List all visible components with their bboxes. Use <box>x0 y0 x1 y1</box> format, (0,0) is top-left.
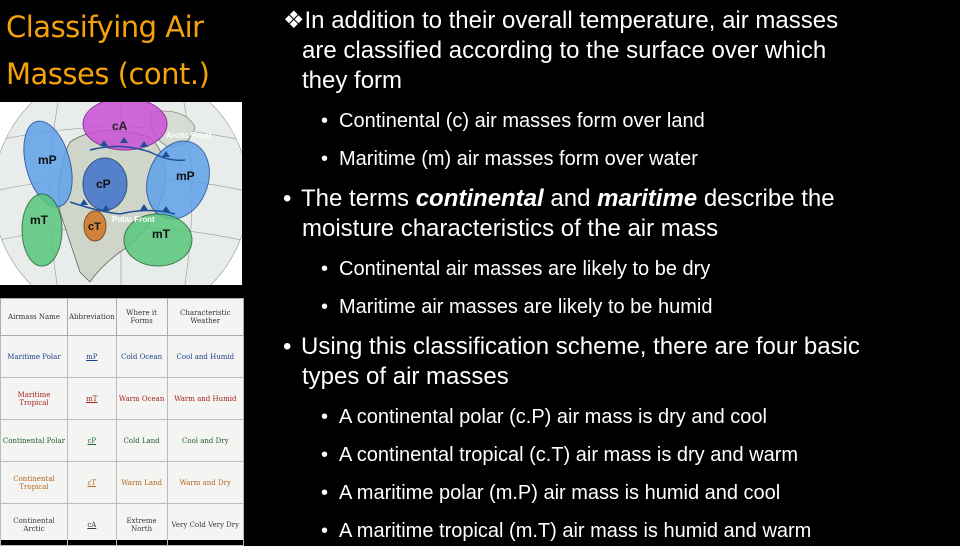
label-cT: cT <box>88 221 101 233</box>
bullet-text-continuation: types of air masses <box>302 363 509 390</box>
table-cell: Warm Ocean <box>116 378 167 420</box>
table-cell: Continental Arctic <box>1 504 68 546</box>
dot-bullet-icon: • <box>283 333 292 360</box>
emphasis-continental: continental <box>415 185 544 212</box>
dot-bullet-icon: • <box>321 406 329 428</box>
table-cell: mT <box>67 378 116 420</box>
dot-bullet-icon: • <box>321 296 329 318</box>
dot-bullet-icon: • <box>321 520 329 542</box>
table-row <box>1 378 244 420</box>
table-cell: Warm and Dry <box>167 462 243 504</box>
table-header: Abbreviation <box>67 299 116 336</box>
bullet-terms-moisture: • The terms continental and maritime describe the <box>283 185 835 212</box>
label-mT-left: mT <box>30 213 48 227</box>
bullet-text-continuation: they form <box>302 67 403 94</box>
table-cell: Very Cold Very Dry <box>167 504 243 546</box>
label-cA: cA <box>112 119 128 133</box>
sub-bullet-maritime: • Maritime (m) air masses form over water <box>321 148 698 170</box>
label-mP-right: mP <box>176 169 195 183</box>
table-header: Characteristic Weather <box>167 299 243 336</box>
emphasis-maritime: maritime <box>597 185 698 212</box>
diamond-bullet-icon: ❖ <box>283 7 305 34</box>
slide-title <box>6 4 274 98</box>
table-cell: Continental Polar <box>1 420 68 462</box>
label-arctic-front: Arctic Front <box>166 131 212 140</box>
air-mass-globe-map <box>0 102 242 285</box>
table-row <box>1 504 244 546</box>
bullet-surface-classification: ❖In addition to their overall temperature, air masses <box>283 7 839 34</box>
table-row <box>1 336 244 378</box>
maritime-tropical-pacific-region <box>22 194 62 266</box>
sub-bullet-cP: • A continental polar (c.P) air mass is dry and cool <box>321 406 767 428</box>
table-cell: cP <box>67 420 116 462</box>
sub-bullet-continental: • Continental (c) air masses form over land <box>321 110 705 132</box>
dot-bullet-icon: • <box>321 148 329 170</box>
table-header: Where it Forms <box>116 299 167 336</box>
dot-bullet-icon: • <box>321 110 329 132</box>
table-cell: Warm and Humid <box>167 378 243 420</box>
table-cell: cT <box>67 462 116 504</box>
table-cell: mP <box>67 336 116 378</box>
dot-bullet-icon: • <box>321 444 329 466</box>
label-mP-left: mP <box>38 153 57 167</box>
table-cell: Cool and Humid <box>167 336 243 378</box>
air-mass-classification-table <box>0 298 244 540</box>
table-header: Airmass Name <box>1 299 68 336</box>
table-row <box>1 420 244 462</box>
table-cell: Extreme North <box>116 504 167 546</box>
table-cell: cA <box>67 504 116 546</box>
bullet-text-continuation: are classified according to the surface over which <box>302 37 827 64</box>
table-cell: Cold Ocean <box>116 336 167 378</box>
table-cell: Continental Tropical <box>1 462 68 504</box>
bullet-four-types: • Using this classification scheme, there are four basic <box>283 333 860 360</box>
sub-bullet-mP: • A maritime polar (m.P) air mass is humid and cool <box>321 482 781 504</box>
sub-bullet-mT: • A maritime tropical (m.T) air mass is humid and warm <box>321 520 812 542</box>
sub-bullet-humid: • Maritime air masses are likely to be humid <box>321 296 713 318</box>
label-polar-front: Polar Front <box>112 215 155 224</box>
table-cell: Cold Land <box>116 420 167 462</box>
label-mT-right: mT <box>152 227 170 241</box>
sub-bullet-cT: • A continental tropical (c.T) air mass is dry and warm <box>321 444 799 466</box>
sub-bullet-dry: • Continental air masses are likely to be dry <box>321 258 711 280</box>
table-cell: Warm Land <box>116 462 167 504</box>
dot-bullet-icon: • <box>321 482 329 504</box>
table-header-row <box>1 299 244 336</box>
table-row <box>1 462 244 504</box>
dot-bullet-icon: • <box>283 185 292 212</box>
label-cP: cP <box>96 177 111 191</box>
table-cell: Cool and Dry <box>167 420 243 462</box>
table-cell: Maritime Polar <box>1 336 68 378</box>
table-cell: Maritime Tropical <box>1 378 68 420</box>
dot-bullet-icon: • <box>321 258 329 280</box>
slide-title-line-2: Masses (cont.) <box>6 57 210 91</box>
slide-title-line-1: Classifying Air <box>6 10 204 44</box>
bullet-text-continuation: moisture characteristics of the air mass <box>302 215 719 242</box>
